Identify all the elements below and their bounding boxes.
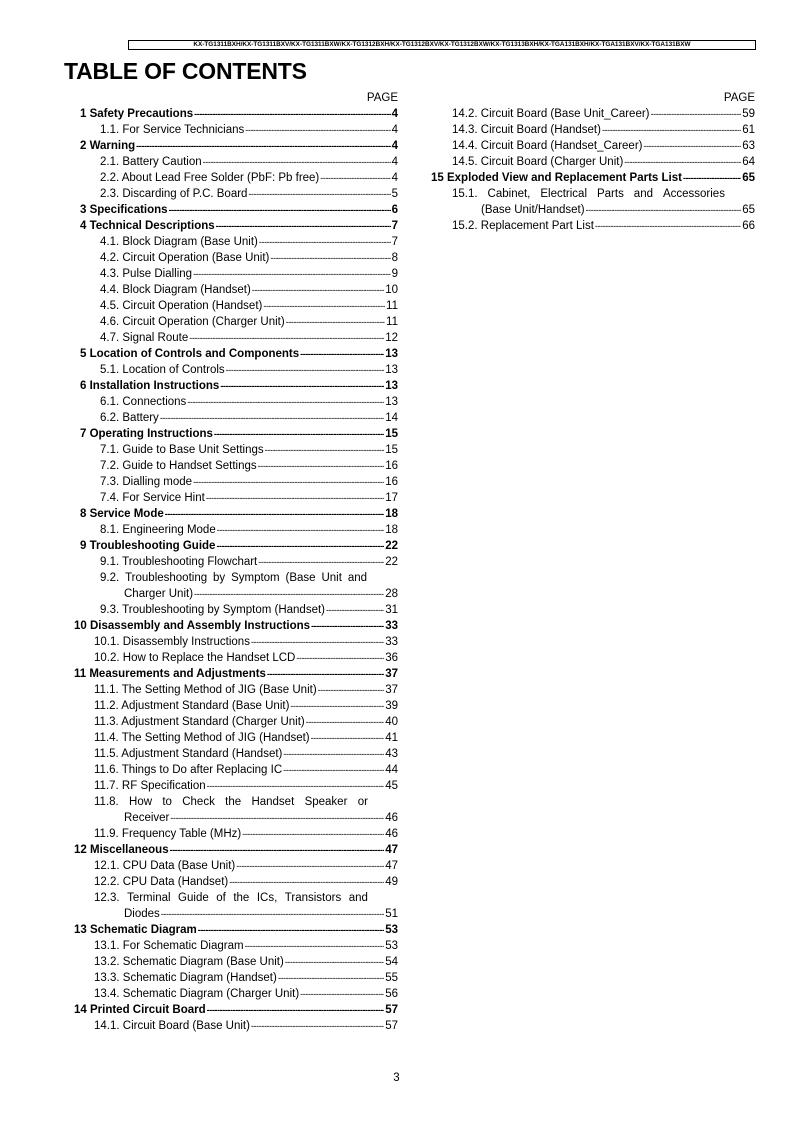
page-number: 3 [393, 1072, 400, 1084]
toc-entry-7-3[interactable]: 7.3. Dialling mode ----- 16 [72, 474, 398, 490]
toc-entry-2-3[interactable]: 2.3. Discarding of P.C. Board ----- 5 [72, 186, 398, 202]
toc-entry-11[interactable]: 11 Measurements and Adjustments ----- 37 [72, 666, 398, 682]
toc-entry-11-5[interactable]: 11.5. Adjustment Standard (Handset) ----- 43 [72, 746, 398, 762]
toc-entry-2-1[interactable]: 2.1. Battery Caution ----- 4 [72, 154, 398, 170]
toc-entry-8[interactable]: 8 Service Mode ----- 18 [72, 506, 398, 522]
page-column-label: PAGE [366, 92, 398, 104]
toc-entry-4-5[interactable]: 4.5. Circuit Operation (Handset) ----- 11 [72, 298, 398, 314]
toc-entry-14-4[interactable]: 14.4. Circuit Board (Handset_Career) ----- 63 [428, 138, 755, 154]
toc-entry-15-1-line1[interactable] [428, 186, 755, 202]
toc-entry-12[interactable]: 12 Miscellaneous ----- 47 [72, 842, 398, 858]
toc-entry-4-4[interactable]: 4.4. Block Diagram (Handset) ----- 10 [72, 282, 398, 298]
toc-entry-4-3[interactable]: 4.3. Pulse Dialling ----- 9 [72, 266, 398, 282]
toc-entry-8-1[interactable]: 8.1. Engineering Mode ----- 18 [72, 522, 398, 538]
toc-entry-12-2[interactable]: 12.2. CPU Data (Handset) ----- 49 [72, 874, 398, 890]
toc-entry-11-9[interactable]: 11.9. Frequency Table (MHz) ----- 46 [72, 826, 398, 842]
toc-entry-13-1[interactable]: 13.1. For Schematic Diagram ----- 53 [72, 938, 398, 954]
page-title: TABLE OF CONTENTS [64, 58, 307, 84]
toc-entry-10[interactable]: 10 Disassembly and Assembly Instructions ----- 33 [72, 618, 398, 634]
toc-entry-9-2-title: 9.2. Troubleshooting by Symptom (Base Unit and [100, 572, 367, 584]
toc-entry-3[interactable]: 3 Specifications ----- 6 [72, 202, 398, 218]
toc-entry-5[interactable]: 5 Location of Controls and Components ----- 13 [72, 346, 398, 362]
toc-entry-4-1[interactable]: 4.1. Block Diagram (Base Unit) ----- 7 [72, 234, 398, 250]
toc-entry-13-3[interactable]: 13.3. Schematic Diagram (Handset) ----- 55 [72, 970, 398, 986]
toc-entry-15-1-title: 15.1. Cabinet, Electrical Parts and Accessories [452, 188, 725, 200]
toc-entry-15-1[interactable]: (Base Unit/Handset) ----- 65 [428, 202, 755, 218]
toc-entry-11-7[interactable]: 11.7. RF Specification ----- 45 [72, 778, 398, 794]
toc-entry-14-5[interactable]: 14.5. Circuit Board (Charger Unit) ----- 64 [428, 154, 755, 170]
toc-entry-7[interactable]: 7 Operating Instructions ----- 15 [72, 426, 398, 442]
toc-entry-6-1[interactable]: 6.1. Connections ----- 13 [72, 394, 398, 410]
toc-entry-14-3[interactable]: 14.3. Circuit Board (Handset) ----- 61 [428, 122, 755, 138]
toc-entry-12-3-line1[interactable] [72, 890, 398, 906]
toc-entry-11-2[interactable]: 11.2. Adjustment Standard (Base Unit) ----- 39 [72, 698, 398, 714]
toc-entry-4-6[interactable]: 4.6. Circuit Operation (Charger Unit) ----- 11 [72, 314, 398, 330]
toc-entry-9-2[interactable]: Charger Unit) ----- 28 [72, 586, 398, 602]
toc-entry-13-2[interactable]: 13.2. Schematic Diagram (Base Unit) ----- 54 [72, 954, 398, 970]
toc-entry-1-1[interactable]: 1.1. For Service Technicians ----- 4 [72, 122, 398, 138]
toc-entry-7-2[interactable]: 7.2. Guide to Handset Settings ----- 16 [72, 458, 398, 474]
toc-entry-10-2[interactable]: 10.2. How to Replace the Handset LCD ----- 36 [72, 650, 398, 666]
toc-entry-4-7[interactable]: 4.7. Signal Route ----- 12 [72, 330, 398, 346]
toc-left-column [72, 90, 398, 1034]
toc-entry-14-1[interactable]: 14.1. Circuit Board (Base Unit) ----- 57 [72, 1018, 398, 1034]
toc-entry-12-3[interactable]: Diodes ----- 51 [72, 906, 398, 922]
toc-entry-5-1[interactable]: 5.1. Location of Controls ----- 13 [72, 362, 398, 378]
toc-entry-14-2[interactable]: 14.2. Circuit Board (Base Unit_Career) ----- 59 [428, 106, 755, 122]
toc-entry-9[interactable]: 9 Troubleshooting Guide ----- 22 [72, 538, 398, 554]
toc-entry-4[interactable]: 4 Technical Descriptions ----- 7 [72, 218, 398, 234]
toc-entry-15[interactable]: 15 Exploded View and Replacement Parts List ----- 65 [428, 170, 755, 186]
toc-entry-10-1[interactable]: 10.1. Disassembly Instructions ----- 33 [72, 634, 398, 650]
toc-entry-11-4[interactable]: 11.4. The Setting Method of JIG (Handset) ----- 41 [72, 730, 398, 746]
toc-entry-2[interactable]: 2 Warning ----- 4 [72, 138, 398, 154]
toc-right-column [428, 90, 755, 234]
toc-entry-9-3[interactable]: 9.3. Troubleshooting by Symptom (Handset) ----- 31 [72, 602, 398, 618]
toc-entry-15-2[interactable]: 15.2. Replacement Part List ----- 66 [428, 218, 755, 234]
toc-entry-6-2[interactable]: 6.2. Battery ----- 14 [72, 410, 398, 426]
toc-entry-13-4[interactable]: 13.4. Schematic Diagram (Charger Unit) ----- 56 [72, 986, 398, 1002]
toc-entry-6[interactable]: 6 Installation Instructions ----- 13 [72, 378, 398, 394]
toc-entry-12-1[interactable]: 12.1. CPU Data (Base Unit) ----- 47 [72, 858, 398, 874]
page-column-label: PAGE [723, 92, 755, 104]
toc-entry-1[interactable]: 1 Safety Precautions ----- 4 [72, 106, 398, 122]
toc-entry-2-2[interactable]: 2.2. About Lead Free Solder (PbF: Pb free) ----- 4 [72, 170, 398, 186]
toc-entry-9-1[interactable]: 9.1. Troubleshooting Flowchart ----- 22 [72, 554, 398, 570]
toc-entry-14[interactable]: 14 Printed Circuit Board ----- 57 [72, 1002, 398, 1018]
toc-entry-7-1[interactable]: 7.1. Guide to Base Unit Settings ----- 15 [72, 442, 398, 458]
toc-entry-11-8-title: 11.8. How to Check the Handset Speaker or [94, 796, 368, 808]
model-header: KX-TG1311BXH/KX-TG1311BXV/KX-TG1311BXW/KX-TG1312BXH/KX-TG1312BXV/KX-TG1312BXW/KX-TG1313BXH/KX-TGA131BXH/KX-TGA131BXV/KX-TGA131BXW [128, 40, 756, 50]
toc-entry-11-1[interactable]: 11.1. The Setting Method of JIG (Base Unit) ----- 37 [72, 682, 398, 698]
toc-entry-7-4[interactable]: 7.4. For Service Hint ----- 17 [72, 490, 398, 506]
toc-entry-9-2-line1[interactable] [72, 570, 398, 586]
toc-entry-11-6[interactable]: 11.6. Things to Do after Replacing IC ----- 44 [72, 762, 398, 778]
toc-entry-4-2[interactable]: 4.2. Circuit Operation (Base Unit) ----- 8 [72, 250, 398, 266]
toc-entry-11-8-line1[interactable] [72, 794, 398, 810]
toc-entry-11-3[interactable]: 11.3. Adjustment Standard (Charger Unit) ----- 40 [72, 714, 398, 730]
toc-entry-12-3-title: 12.3. Terminal Guide of the ICs, Transistors and [94, 892, 368, 904]
toc-entry-13[interactable]: 13 Schematic Diagram ----- 53 [72, 922, 398, 938]
toc-entry-11-8[interactable]: Receiver ----- 46 [72, 810, 398, 826]
